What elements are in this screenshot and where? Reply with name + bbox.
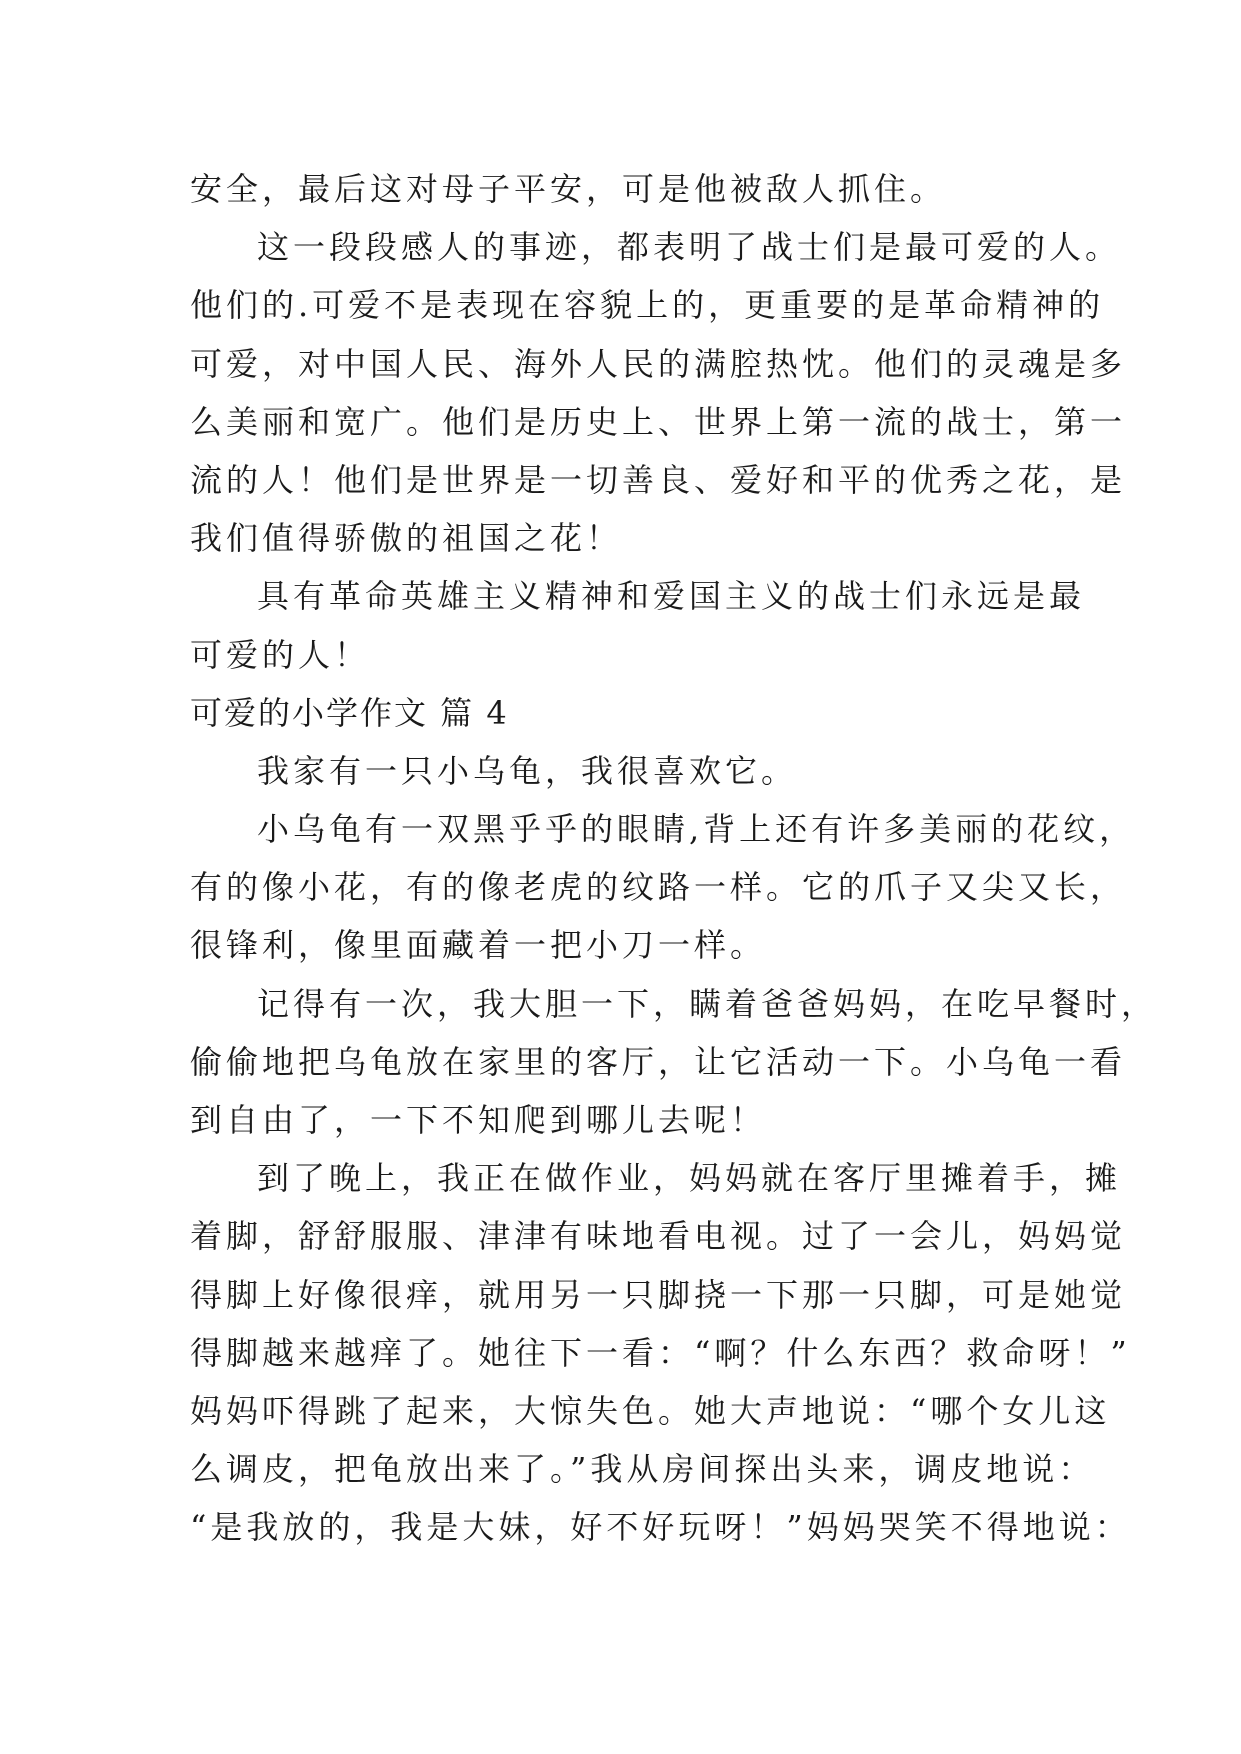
text-line: 流的人！他们是世界是一切善良、爱好和平的优秀之花，是 [190, 460, 1127, 499]
paragraph-start: 这一段段感人的事迹，都表明了战士们是最可爱的人。 [257, 228, 1122, 267]
text-line: 安全，最后这对母子平安，可是他被敌人抓住。 [190, 170, 947, 208]
text-line: 到自由了，一下不知爬到哪儿去呢！ [190, 1101, 767, 1139]
text-line: 他们的.可爱不是表现在容貌上的，更重要的是革命精神的 [190, 286, 1105, 325]
text-line: 可爱，对中国人民、海外人民的满腔热忱。他们的灵魂是多 [190, 344, 1127, 383]
text-line: 着脚，舒舒服服、津津有味地看电视。过了一会儿，妈妈觉 [190, 1217, 1127, 1256]
text-line: 有的像小花，有的像老虎的纹路一样。它的爪子又尖又长， [190, 868, 1127, 907]
text-line: “是我放的，我是大妹，好不好玩呀！”妈妈哭笑不得地说： [190, 1508, 1131, 1547]
paragraph-start: 小乌龟有一双黑乎乎的眼睛,背上还有许多美丽的花纹， [257, 810, 1136, 849]
paragraph-start: 记得有一次，我大胆一下，瞒着爸爸妈妈，在吃早餐时， [257, 984, 1158, 1023]
text-line: 很锋利，像里面藏着一把小刀一样。 [190, 926, 767, 965]
paragraph-start: 我家有一只小乌龟，我很喜欢它。 [257, 751, 798, 790]
text-line: 么美丽和宽广。他们是历史上、世界上第一流的战士，第一 [190, 402, 1127, 441]
text-line: 可爱的人！ [190, 635, 371, 674]
text-line: 得脚越来越痒了。她往下一看：“啊？什么东西？救命呀！” [190, 1333, 1131, 1372]
text-line: 得脚上好像很痒，就用另一只脚挠一下那一只脚，可是她觉 [190, 1275, 1127, 1314]
text-line: 妈妈吓得跳了起来，大惊失色。她大声地说：“哪个女儿这 [190, 1391, 1111, 1430]
text-line: 偷偷地把乌龟放在家里的客厅，让它活动一下。小乌龟一看 [190, 1042, 1127, 1081]
text-line: 我们值得骄傲的祖国之花！ [190, 519, 623, 558]
paragraph-start: 到了晚上，我正在做作业，妈妈就在客厅里摊着手，摊 [257, 1159, 1122, 1198]
document-body [190, 160, 1158, 1557]
section-title: 可爱的小学作文 篇 4 [190, 693, 509, 732]
text-line: 么调皮，把龟放出来了。”我从房间探出头来，调皮地说： [190, 1450, 1095, 1489]
paragraph-start: 具有革命英雄主义精神和爱国主义的战士们永远是最 [257, 577, 1086, 616]
